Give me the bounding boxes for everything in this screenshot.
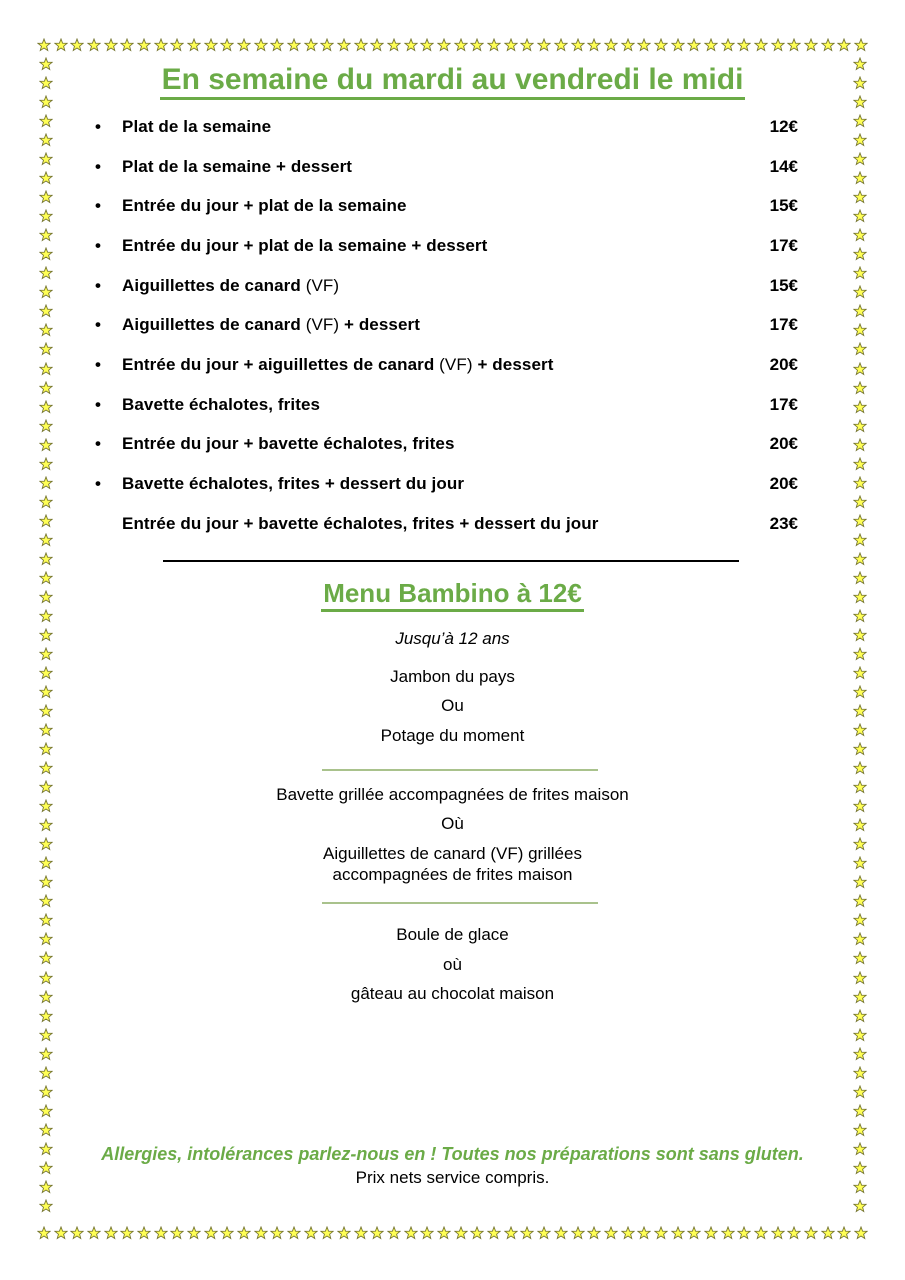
star-icon	[39, 533, 53, 547]
star-icon	[520, 1226, 534, 1240]
star-icon	[370, 1226, 384, 1240]
star-icon	[604, 38, 618, 52]
weekday-menu-title	[0, 63, 905, 100]
menu-item-price: 17€	[769, 315, 798, 335]
star-icon	[39, 133, 53, 147]
star-icon	[454, 1226, 468, 1240]
menu-item-row	[95, 425, 798, 465]
bambino-divider-line-1	[322, 769, 598, 771]
star-icon	[404, 1226, 418, 1240]
star-icon	[837, 1226, 851, 1240]
menu-item-label: Entrée du jour + plat de la semaine + dessert	[122, 235, 488, 255]
menu-item-price: 20€	[769, 434, 798, 454]
star-icon	[754, 1226, 768, 1240]
star-icon	[804, 1226, 818, 1240]
star-icon	[254, 38, 268, 52]
bambino-main-option-2-line-2: accompagnées de frites maison	[332, 865, 573, 884]
bambino-main-or-label: Où	[441, 814, 464, 833]
star-icon	[853, 1066, 867, 1080]
bambino-menu-title-text: Menu Bambino à 12€	[321, 579, 584, 612]
star-icon	[687, 38, 701, 52]
bullet-icon: •	[95, 116, 101, 136]
star-icon	[704, 38, 718, 52]
star-icon	[853, 247, 867, 261]
bullet-icon: •	[95, 196, 101, 216]
star-icon	[39, 400, 53, 414]
bambino-menu-title	[0, 579, 905, 612]
star-icon	[853, 285, 867, 299]
bambino-main-option-2-line-1: Aiguillettes de canard (VF) grillées	[323, 844, 582, 863]
star-icon	[853, 1123, 867, 1137]
menu-item-label: Bavette échalotes, frites	[122, 394, 321, 414]
star-icon	[853, 476, 867, 490]
star-icon	[437, 38, 451, 52]
bullet-icon: •	[95, 156, 101, 176]
menu-item-label: Aiguillettes de canard (VF)	[122, 275, 340, 295]
bambino-dessert-option-2: gâteau au chocolat maison	[350, 984, 555, 1003]
menu-item-label: Entrée du jour + bavette échalotes, frites + dessert du jour	[122, 513, 599, 533]
star-icon	[504, 38, 518, 52]
star-icon	[853, 457, 867, 471]
star-icon	[39, 381, 53, 395]
star-icon	[187, 38, 201, 52]
star-icon	[39, 228, 53, 242]
bambino-divider-line-2	[322, 902, 598, 904]
bambino-dessert-or-label: où	[443, 955, 462, 974]
star-icon	[204, 38, 218, 52]
star-icon	[853, 190, 867, 204]
menu-item-label: Entrée du jour + bavette échalotes, frites	[122, 434, 455, 454]
menu-item-label: Plat de la semaine + dessert	[122, 156, 353, 176]
star-icon	[104, 38, 118, 52]
star-icon	[520, 38, 534, 52]
star-icon	[787, 38, 801, 52]
star-icon	[270, 1226, 284, 1240]
bullet-icon: •	[95, 235, 101, 255]
star-icon	[853, 1085, 867, 1099]
star-icon	[39, 209, 53, 223]
star-icon	[387, 1226, 401, 1240]
star-icon	[104, 1226, 118, 1240]
star-border-bottom	[37, 1225, 868, 1240]
menu-item-row	[95, 266, 798, 306]
star-icon	[137, 1226, 151, 1240]
menu-item-row	[95, 186, 798, 226]
star-icon	[39, 514, 53, 528]
bullet-icon: •	[95, 315, 101, 335]
star-icon	[87, 38, 101, 52]
star-icon	[220, 38, 234, 52]
star-icon	[204, 1226, 218, 1240]
star-icon	[354, 38, 368, 52]
menu-item-price: 17€	[769, 394, 798, 414]
star-icon	[187, 1226, 201, 1240]
star-icon	[487, 1226, 501, 1240]
star-icon	[39, 1085, 53, 1099]
star-icon	[39, 152, 53, 166]
star-icon	[39, 285, 53, 299]
star-icon	[671, 38, 685, 52]
star-icon	[39, 1123, 53, 1137]
star-icon	[654, 1226, 668, 1240]
star-icon	[571, 1226, 585, 1240]
menu-item-label: Aiguillettes de canard (VF) + dessert	[122, 315, 420, 335]
star-icon	[853, 266, 867, 280]
allergy-note: Allergies, intolérances parlez-nous en ! Toutes nos préparations sont sans gluten.	[101, 1144, 804, 1164]
bambino-starter-option-2: Potage du moment	[380, 726, 525, 745]
star-icon	[137, 38, 151, 52]
star-icon	[70, 1226, 84, 1240]
star-icon	[637, 38, 651, 52]
star-icon	[853, 1009, 867, 1023]
star-icon	[853, 209, 867, 223]
star-icon	[70, 38, 84, 52]
star-icon	[853, 495, 867, 509]
menu-item-row	[95, 385, 798, 425]
star-icon	[287, 38, 301, 52]
star-icon	[404, 38, 418, 52]
star-icon	[237, 38, 251, 52]
star-icon	[853, 1028, 867, 1042]
star-icon	[39, 362, 53, 376]
star-icon	[853, 362, 867, 376]
star-icon	[853, 171, 867, 185]
star-icon	[120, 1226, 134, 1240]
star-icon	[39, 457, 53, 471]
star-icon	[853, 1047, 867, 1061]
star-icon	[837, 38, 851, 52]
star-icon	[454, 38, 468, 52]
star-icon	[853, 552, 867, 566]
star-icon	[170, 1226, 184, 1240]
star-icon	[237, 1226, 251, 1240]
star-icon	[39, 1104, 53, 1118]
bambino-dessert-option-1: Boule de glace	[396, 925, 509, 944]
menu-item-price: 20€	[769, 474, 798, 494]
menu-item-row	[95, 345, 798, 385]
star-icon	[721, 1226, 735, 1240]
menu-item-row	[95, 226, 798, 266]
star-icon	[39, 476, 53, 490]
star-icon	[554, 38, 568, 52]
star-icon	[470, 38, 484, 52]
section-divider-line	[163, 560, 739, 562]
star-icon	[821, 38, 835, 52]
menu-item-price: 15€	[769, 275, 798, 295]
star-icon	[853, 114, 867, 128]
star-icon	[337, 1226, 351, 1240]
bambino-starter-or-label: Ou	[441, 696, 464, 715]
star-icon	[754, 38, 768, 52]
star-icon	[604, 1226, 618, 1240]
star-icon	[39, 438, 53, 452]
star-icon	[39, 342, 53, 356]
star-icon	[821, 1226, 835, 1240]
star-icon	[437, 1226, 451, 1240]
star-icon	[39, 266, 53, 280]
star-border-top	[37, 37, 868, 52]
star-icon	[853, 1199, 867, 1213]
star-icon	[170, 38, 184, 52]
bambino-age-note: Jusqu’à 12 ans	[395, 629, 510, 648]
star-icon	[320, 1226, 334, 1240]
star-icon	[37, 1226, 51, 1240]
star-icon	[737, 1226, 751, 1240]
star-icon	[320, 38, 334, 52]
star-icon	[337, 38, 351, 52]
menu-item-row	[95, 305, 798, 345]
star-icon	[853, 419, 867, 433]
star-icon	[853, 342, 867, 356]
star-icon	[587, 1226, 601, 1240]
weekday-menu-title-text: En semaine du mardi au vendredi le midi	[160, 63, 746, 100]
star-icon	[54, 1226, 68, 1240]
star-icon	[87, 1226, 101, 1240]
star-icon	[853, 381, 867, 395]
bullet-icon: •	[95, 394, 101, 414]
star-icon	[120, 38, 134, 52]
star-icon	[39, 114, 53, 128]
star-icon	[571, 38, 585, 52]
star-icon	[853, 228, 867, 242]
menu-item-label: Plat de la semaine	[122, 116, 272, 136]
menu-item-row	[95, 464, 798, 504]
bullet-icon: •	[95, 474, 101, 494]
star-icon	[853, 304, 867, 318]
star-icon	[537, 1226, 551, 1240]
star-icon	[39, 761, 53, 775]
bambino-main-option-1: Bavette grillée accompagnées de frites maison	[276, 785, 629, 804]
star-icon	[354, 1226, 368, 1240]
star-icon	[287, 1226, 301, 1240]
star-icon	[853, 400, 867, 414]
star-icon	[771, 38, 785, 52]
star-icon	[853, 1104, 867, 1118]
star-icon	[853, 438, 867, 452]
star-icon	[787, 1226, 801, 1240]
star-icon	[771, 1226, 785, 1240]
menu-item-price: 15€	[769, 196, 798, 216]
menu-item-price: 23€	[769, 513, 798, 533]
star-icon	[39, 1047, 53, 1061]
star-icon	[621, 1226, 635, 1240]
star-icon	[39, 552, 53, 566]
star-icon	[39, 1199, 53, 1213]
star-icon	[39, 247, 53, 261]
menu-item-price: 20€	[769, 354, 798, 374]
star-icon	[370, 38, 384, 52]
star-icon	[671, 1226, 685, 1240]
bullet-icon: •	[95, 354, 101, 374]
star-icon	[39, 419, 53, 433]
bullet-icon: •	[95, 275, 101, 295]
weekday-menu-list	[95, 107, 798, 544]
star-icon	[853, 533, 867, 547]
star-icon	[587, 38, 601, 52]
star-icon	[387, 38, 401, 52]
star-icon	[39, 323, 53, 337]
star-icon	[721, 38, 735, 52]
menu-item-row	[95, 504, 798, 544]
star-icon	[537, 38, 551, 52]
star-icon	[687, 1226, 701, 1240]
star-icon	[270, 38, 284, 52]
star-icon	[737, 38, 751, 52]
price-note: Prix nets service compris.	[355, 1168, 550, 1187]
star-icon	[854, 1226, 868, 1240]
menu-item-row	[95, 107, 798, 147]
menu-item-price: 17€	[769, 235, 798, 255]
star-icon	[853, 894, 867, 908]
star-icon	[39, 1009, 53, 1023]
menu-item-label: Bavette échalotes, frites + dessert du jour	[122, 474, 465, 494]
star-icon	[654, 38, 668, 52]
star-icon	[637, 1226, 651, 1240]
star-icon	[37, 38, 51, 52]
star-icon	[470, 1226, 484, 1240]
star-icon	[39, 495, 53, 509]
star-icon	[220, 1226, 234, 1240]
menu-item-price: 14€	[769, 156, 798, 176]
star-icon	[854, 38, 868, 52]
star-icon	[504, 1226, 518, 1240]
bullet-icon: •	[95, 434, 101, 454]
star-icon	[304, 1226, 318, 1240]
star-icon	[853, 133, 867, 147]
star-icon	[254, 1226, 268, 1240]
star-icon	[54, 38, 68, 52]
star-icon	[804, 38, 818, 52]
star-icon	[39, 1066, 53, 1080]
menu-item-price: 12€	[769, 116, 798, 136]
star-icon	[554, 1226, 568, 1240]
star-icon	[39, 1028, 53, 1042]
star-icon	[154, 1226, 168, 1240]
star-icon	[853, 514, 867, 528]
star-icon	[420, 1226, 434, 1240]
bambino-starter-option-1: Jambon du pays	[390, 667, 515, 686]
star-icon	[39, 190, 53, 204]
star-icon	[621, 38, 635, 52]
menu-item-label: Entrée du jour + aiguillettes de canard (VF) + dessert	[122, 354, 554, 374]
star-icon	[39, 171, 53, 185]
star-icon	[154, 38, 168, 52]
star-icon	[704, 1226, 718, 1240]
star-icon	[853, 152, 867, 166]
star-icon	[420, 38, 434, 52]
star-icon	[39, 894, 53, 908]
star-icon	[304, 38, 318, 52]
star-icon	[853, 761, 867, 775]
menu-item-row	[95, 147, 798, 187]
star-icon	[487, 38, 501, 52]
star-icon	[853, 323, 867, 337]
menu-item-label: Entrée du jour + plat de la semaine	[122, 196, 407, 216]
star-icon	[39, 304, 53, 318]
